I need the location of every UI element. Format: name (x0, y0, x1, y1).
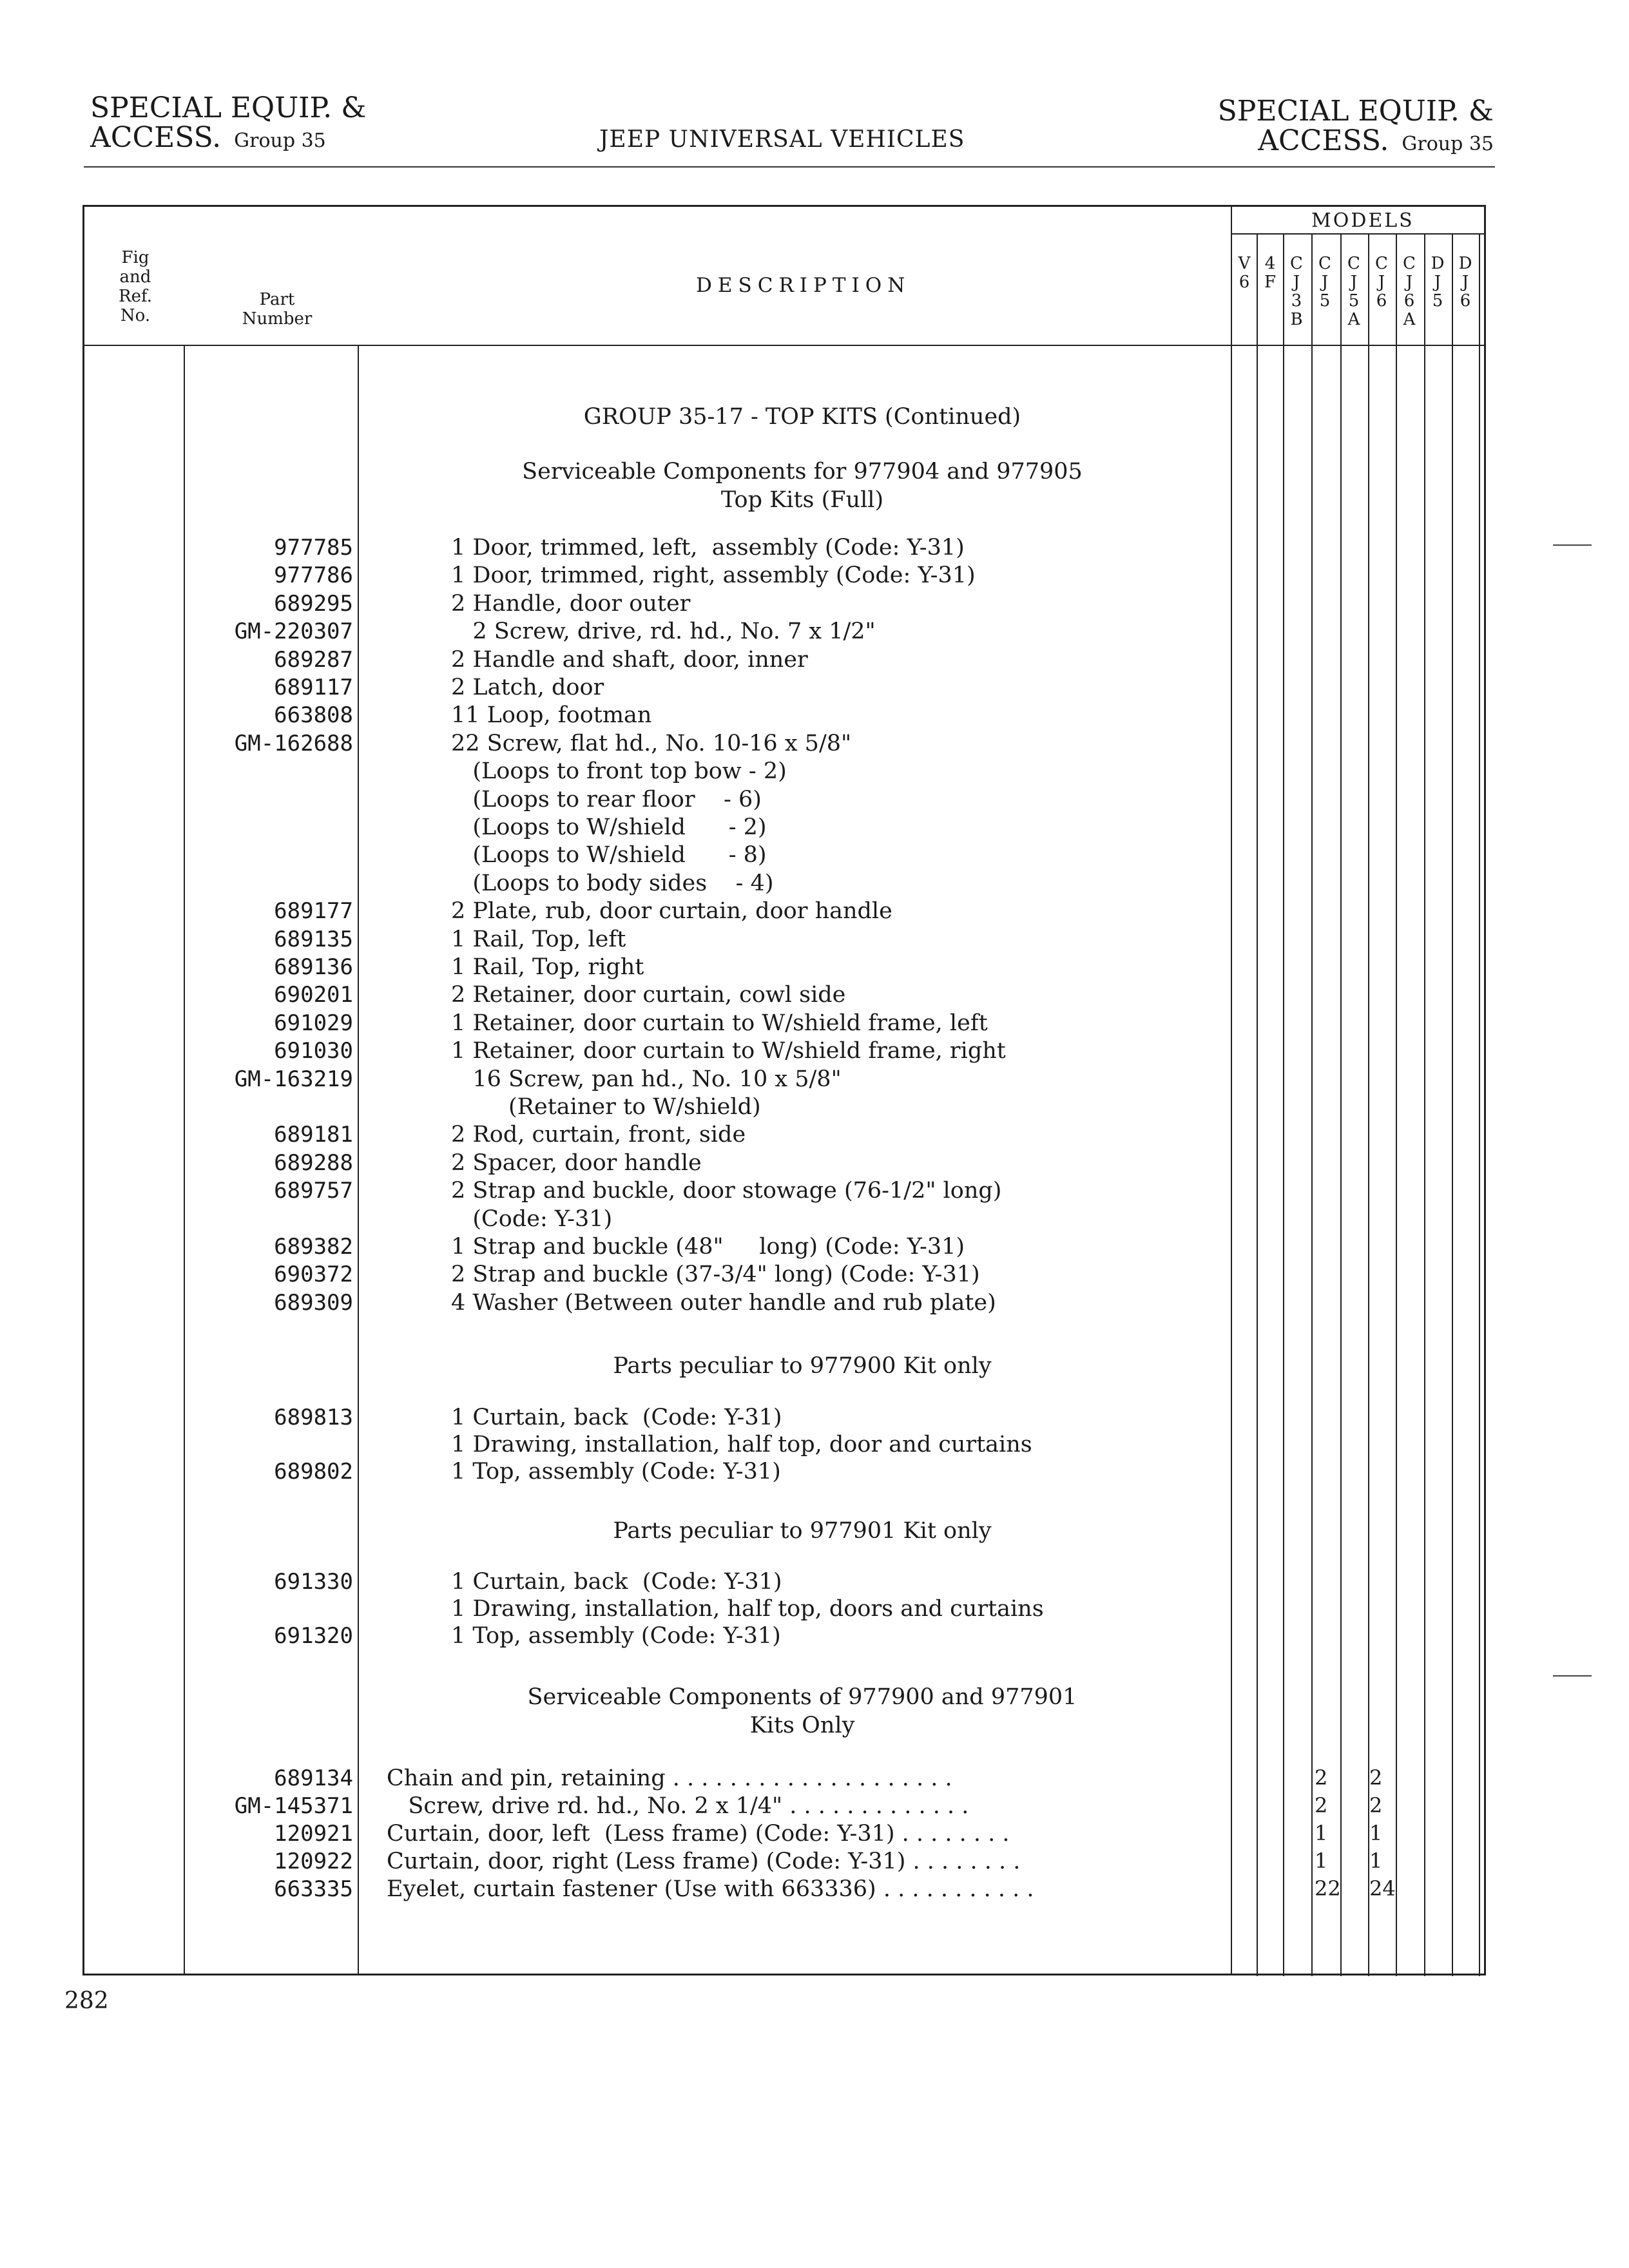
qty-cj5a: 24 (1369, 1876, 1396, 1901)
part-number: 689177 (274, 898, 353, 925)
part-description: (Loops to W/shield - 8) (451, 842, 767, 869)
header-right-group: Group 35 (1402, 133, 1494, 155)
fig-ref-header-line: Ref. (119, 287, 152, 306)
part-description: 1 Curtain, back (Code: Y-31) (451, 1569, 782, 1595)
qty-cj3b: 1 (1315, 1849, 1328, 1873)
model-code: D J 5 (1431, 254, 1445, 311)
header-divider (84, 166, 1495, 168)
part-description: 1 Curtain, back (Code: Y-31) (451, 1405, 782, 1430)
part-number: 691330 (274, 1569, 353, 1595)
part-number-header (226, 290, 329, 329)
part-description: 2 Plate, rub, door curtain, door handle (451, 898, 892, 925)
part-number: 689287 (274, 646, 353, 673)
part-number: 689757 (274, 1178, 353, 1204)
part-number: 977785 (274, 535, 353, 561)
margin-mark (1553, 1675, 1592, 1677)
part-number: 689117 (274, 675, 353, 700)
header-left-group: Group 35 (234, 130, 326, 152)
part-number: 690372 (274, 1262, 353, 1288)
models-col-divider (1424, 233, 1425, 1976)
margin-mark (1553, 544, 1592, 546)
part-number: 691320 (274, 1623, 353, 1649)
part-number: 690201 (274, 982, 353, 1008)
fig-ref-header (110, 248, 161, 325)
model-code: C J 5 (1318, 254, 1331, 311)
part-number: 120921 (274, 1821, 353, 1847)
models-header: MODELS (1311, 209, 1414, 232)
part-description: (Retainer to W/shield) (451, 1094, 761, 1120)
section-heading-977900: Parts peculiar to 977900 Kit only (613, 1353, 992, 1379)
part-number: 689813 (274, 1405, 353, 1430)
col-divider-part (358, 345, 359, 1975)
header-right (1218, 97, 1494, 159)
qty-cj3b: 1 (1315, 1821, 1328, 1845)
part-description: 2 Retainer, door curtain, cowl side (451, 982, 846, 1008)
part-description: 1 Top, assembly (Code: Y-31) (451, 1623, 781, 1649)
section-heading-kits-1: Serviceable Components of 977900 and 977901 (527, 1684, 1077, 1710)
part-number: 689135 (274, 926, 353, 952)
part-description: 1 Retainer, door curtain to W/shield frame, left (451, 1010, 988, 1036)
qty-cj5a: 2 (1369, 1793, 1383, 1818)
section-heading-977901: Parts peculiar to 977901 Kit only (613, 1518, 992, 1544)
part-description: 1 Door, trimmed, right, assembly (Code: Y-31) (451, 562, 976, 589)
models-col-divider (1452, 233, 1453, 1976)
models-col-divider (1231, 205, 1232, 1975)
model-code: C J 6 A (1403, 254, 1416, 329)
part-description: Screw, drive rd. hd., No. 2 x 1/4" . . . . . . . . . . . . . (387, 1793, 969, 1819)
model-code: C J 3 B (1290, 254, 1303, 329)
model-code: C J 5 A (1347, 254, 1360, 329)
group-title: GROUP 35-17 - TOP KITS (Continued) (583, 404, 1021, 430)
part-number: 977786 (274, 562, 353, 589)
models-col-divider (1396, 233, 1397, 1976)
models-col-divider (1479, 233, 1480, 1976)
qty-cj5a: 1 (1369, 1821, 1383, 1845)
part-number-header-line: Part (259, 290, 295, 309)
part-description: 22 Screw, flat hd., No. 10-16 x 5/8" (451, 730, 852, 756)
part-number: 689802 (274, 1459, 353, 1485)
part-description: 2 Screw, drive, rd. hd., No. 7 x 1/2" (451, 619, 876, 645)
qty-cj3b: 22 (1315, 1876, 1341, 1901)
part-description: 2 Spacer, door handle (451, 1149, 702, 1176)
part-description: (Loops to rear floor - 6) (451, 786, 762, 812)
part-number: GM-163219 (234, 1066, 353, 1092)
part-description: Chain and pin, retaining . . . . . . . . . . . . . . . . . . . . (387, 1765, 952, 1791)
part-description: 2 Latch, door (451, 675, 604, 700)
qty-cj3b: 2 (1315, 1793, 1328, 1818)
model-code: C J 6 (1375, 254, 1388, 311)
fig-ref-header-line: No. (120, 306, 151, 325)
part-description: 1 Retainer, door curtain to W/shield frame, right (451, 1038, 1006, 1064)
part-number: 689309 (274, 1289, 353, 1316)
section-heading-full-1: Serviceable Components for 977904 and 977905 (522, 459, 1083, 485)
part-number: GM-145371 (234, 1793, 353, 1819)
part-number: 691029 (274, 1010, 353, 1036)
qty-cj5a: 1 (1369, 1849, 1383, 1873)
header-left (90, 93, 366, 156)
part-description: 1 Drawing, installation, half top, doors and curtains (451, 1596, 1044, 1622)
header-right-line2: ACCESS. (1258, 124, 1389, 157)
header-left-line1: SPECIAL EQUIP. & (90, 91, 367, 124)
table-header-divider (82, 345, 1231, 346)
part-number: 689136 (274, 954, 353, 980)
page-title: JEEP UNIVERSAL VEHICLES (599, 126, 965, 153)
qty-cj3b: 2 (1315, 1765, 1328, 1790)
section-heading-full-2: Top Kits (Full) (720, 487, 884, 513)
model-code: 4 F (1264, 254, 1277, 292)
header-right-line1: SPECIAL EQUIP. & (1217, 95, 1494, 128)
part-description: 2 Strap and buckle, door stowage (76-1/2" long) (451, 1178, 1002, 1204)
part-number: 120922 (274, 1849, 353, 1874)
description-header: DESCRIPTION (696, 274, 911, 297)
part-number: 689295 (274, 590, 353, 617)
fig-ref-header-line: Fig (121, 248, 149, 267)
part-number-header-line: Number (242, 309, 313, 329)
part-description: 1 Rail, Top, right (451, 954, 644, 980)
part-description: 1 Rail, Top, left (451, 926, 626, 952)
model-code: V 6 (1238, 254, 1251, 292)
part-number: 689382 (274, 1234, 353, 1260)
part-description: 2 Strap and buckle (37-3/4" long) (Code: Y-31) (451, 1262, 980, 1288)
part-description: 1 Drawing, installation, half top, door and curtains (451, 1432, 1032, 1457)
part-description: 11 Loop, footman (451, 702, 652, 729)
part-number: GM-162688 (234, 730, 353, 756)
part-description: 2 Handle and shaft, door, inner (451, 646, 808, 673)
part-description: 4 Washer (Between outer handle and rub plate) (451, 1289, 996, 1316)
section-heading-kits-2: Kits Only (749, 1713, 855, 1738)
part-description: 1 Strap and buckle (48" long) (Code: Y-31) (451, 1234, 965, 1260)
models-col-divider (1311, 233, 1313, 1976)
part-number: 663335 (274, 1876, 353, 1902)
part-number: 691030 (274, 1038, 353, 1064)
part-description: Curtain, door, right (Less frame) (Code: Y-31) . . . . . . . . (387, 1849, 1021, 1874)
fig-ref-header-line: and (119, 267, 151, 287)
part-description: 16 Screw, pan hd., No. 10 x 5/8" (451, 1066, 842, 1092)
part-description: (Loops to W/shield - 2) (451, 814, 767, 840)
part-number: 689134 (274, 1765, 353, 1791)
models-col-divider (1368, 233, 1369, 1976)
page-number: 282 (64, 1988, 109, 2014)
part-description: 1 Door, trimmed, left, assembly (Code: Y-31) (451, 535, 965, 561)
models-col-divider (1257, 233, 1258, 1976)
part-number: GM-220307 (234, 619, 353, 645)
model-code: D J 6 (1458, 254, 1472, 311)
models-header-divider (1231, 345, 1486, 346)
part-description: 1 Top, assembly (Code: Y-31) (451, 1459, 781, 1485)
part-description: (Loops to body sides - 4) (451, 870, 774, 896)
header-left-line2: ACCESS. (90, 121, 222, 154)
models-col-divider (1283, 233, 1284, 1976)
models-col-divider (1340, 233, 1342, 1976)
part-number: 663808 (274, 702, 353, 729)
part-description: Eyelet, curtain fastener (Use with 663336) . . . . . . . . . . . (387, 1876, 1034, 1902)
part-number: 689288 (274, 1149, 353, 1176)
part-description: 2 Handle, door outer (451, 590, 691, 617)
qty-cj5a: 2 (1369, 1765, 1383, 1790)
col-divider-fig-2 (184, 345, 185, 1975)
models-divider (1231, 233, 1486, 235)
part-description: (Code: Y-31) (451, 1206, 613, 1232)
part-description: (Loops to front top bow - 2) (451, 758, 787, 785)
part-description: 2 Rod, curtain, front, side (451, 1122, 746, 1148)
part-description: Curtain, door, left (Less frame) (Code: Y-31) . . . . . . . . (387, 1821, 1010, 1847)
part-number: 689181 (274, 1122, 353, 1148)
